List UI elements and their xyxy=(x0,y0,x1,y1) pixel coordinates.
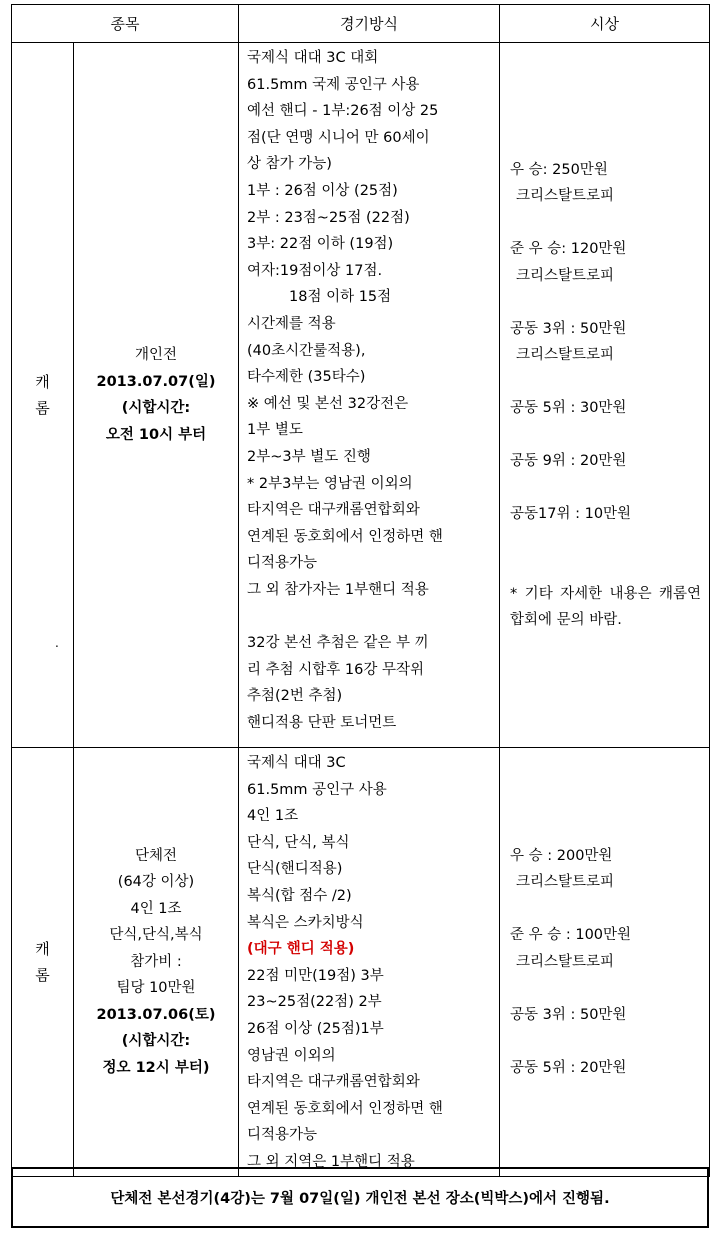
individual-method-cell xyxy=(239,43,500,748)
category-char: 캐 xyxy=(35,373,50,391)
category-char: 롬 xyxy=(35,965,50,984)
prize-line xyxy=(510,475,701,502)
method-line: 22점 미만(19점) 3부 xyxy=(247,967,384,984)
method-line: 리 추첨 시합후 16강 무작위 xyxy=(247,661,424,678)
prize-line: 우 승 : 200만원 xyxy=(510,847,613,864)
method-line: 영남권 이외의 xyxy=(247,1047,336,1064)
prize-line: 크리스탈트로피 xyxy=(516,347,615,363)
header-row xyxy=(12,5,710,43)
team-method-cell xyxy=(239,748,500,1177)
prize-line xyxy=(510,422,701,449)
prize-line xyxy=(510,554,701,581)
team-name-cell xyxy=(74,748,239,1177)
method-line: 국제식 대대 3C 대회 xyxy=(247,50,379,66)
method-line: 시간제를 적용 xyxy=(247,315,336,332)
category-label xyxy=(35,369,50,421)
team-prize-cell xyxy=(500,748,710,1177)
prize-line: 준 우 승: 120만원 xyxy=(510,241,627,257)
prize-line xyxy=(510,896,701,923)
method-line: 연계된 동호회에서 인정하면 핸 xyxy=(247,1100,443,1117)
name-line: 참가비 : xyxy=(130,953,182,970)
header-event: 종목 xyxy=(12,5,239,43)
method-line: 4인 1조 xyxy=(247,808,299,825)
name-line: 4인 1조 xyxy=(130,900,182,917)
method-line: 1부 : 26점 이상 (25점) xyxy=(247,182,398,199)
method-line: 여자:19점이상 17점. xyxy=(247,262,383,279)
prize-line xyxy=(510,1028,701,1055)
prize-line: 공동17위 : 10만원 xyxy=(510,506,632,522)
prize-line: 공동 3위 : 50만원 xyxy=(510,1006,627,1023)
name-line: 정오 12시 부터) xyxy=(102,1059,210,1076)
method-line: 복식은 스카치방식 xyxy=(247,914,364,931)
method-line: 타지역은 대구캐롬연합회와 xyxy=(247,502,420,519)
method-line: 연계된 동호회에서 인정하면 핸 xyxy=(247,528,443,545)
name-line: 2013.07.07(일) xyxy=(96,373,216,390)
method-line: (40초시간룰적용), xyxy=(247,342,366,359)
method-line: 단식, 단식, 복식 xyxy=(247,834,350,851)
method-line: 그 외 지역은 1부핸디 적용 xyxy=(247,1153,415,1170)
method-line: 국제식 대대 3C xyxy=(247,755,346,771)
name-line: 단체전 xyxy=(134,847,178,864)
prize-line: 공동 9위 : 20만원 xyxy=(510,453,627,469)
method-line: 핸디적용 단판 토너먼트 xyxy=(247,714,397,731)
method-line xyxy=(247,603,491,630)
footer-notice: 단체전 본선경기(4강)는 7월 07일(일) 개인전 본선 장소(빅박스)에서 진행됨. xyxy=(11,1167,709,1228)
method-line: 1부 별도 xyxy=(247,422,303,439)
individual-row xyxy=(12,43,710,748)
method-line: 단식(핸디적용) xyxy=(247,861,343,878)
method-line: 점(단 연맹 시니어 만 60세이 xyxy=(247,129,430,146)
name-line: (시합시간: xyxy=(121,400,191,416)
stray-dot: . xyxy=(55,636,59,650)
prize-line: 크리스탈트로피 xyxy=(516,188,615,204)
prize-line: * 기타 자세한 내용은 캐롬연합회에 문의 바람. xyxy=(510,585,702,628)
method-line: 23~25점(22점) 2부 xyxy=(247,994,382,1011)
prize-line: 공동 5위 : 30만원 xyxy=(510,400,627,416)
method-line: * 2부3부는 영남권 이외의 xyxy=(247,475,413,492)
method-line: 예선 핸디 - 1부:26점 이상 25 xyxy=(247,103,439,120)
method-line: 3부: 22점 이하 (19점) xyxy=(247,236,394,253)
individual-name-cell xyxy=(74,43,239,748)
method-line: 26점 이상 (25점)1부 xyxy=(247,1020,384,1037)
header-format: 경기방식 xyxy=(239,5,500,43)
name-line: (64강 이상) xyxy=(117,874,195,890)
method-line: 타지역은 대구캐롬연합회와 xyxy=(247,1074,420,1091)
prize-line xyxy=(510,975,701,1002)
method-line: 2부 : 23점~25점 (22점) xyxy=(247,209,410,226)
method-line: 복식(합 점수 /2) xyxy=(247,887,352,904)
prize-line: 공동 5위 : 20만원 xyxy=(510,1059,627,1076)
name-line: 개인전 xyxy=(134,347,178,363)
method-line: 추첨(2번 추첨) xyxy=(247,688,343,705)
method-line: 타수제한 (35타수) xyxy=(247,369,366,386)
method-line: 32강 본선 추첨은 같은 부 끼 xyxy=(247,635,429,652)
tournament-table xyxy=(11,4,710,1177)
category-char: 롬 xyxy=(35,399,50,417)
method-line: ※ 예선 및 본선 32강전은 xyxy=(247,395,409,412)
prize-line: 준 우 승 : 100만원 xyxy=(510,927,632,943)
prize-line xyxy=(510,289,701,316)
prize-line xyxy=(510,369,701,396)
method-line: 상 참가 가능) xyxy=(247,156,332,173)
method-line: 61.5mm 공인구 사용 xyxy=(247,781,387,798)
category-label xyxy=(35,936,50,988)
prize-line: 크리스탈트로피 xyxy=(516,267,615,284)
prize-line xyxy=(510,528,701,555)
header-award: 시상 xyxy=(500,5,710,43)
category-char: 캐 xyxy=(35,939,50,958)
prize-line: 우 승: 250만원 xyxy=(510,161,608,178)
team-row xyxy=(12,748,710,1177)
method-line: (대구 핸디 적용) xyxy=(247,941,355,958)
method-line: 2부~3부 별도 진행 xyxy=(247,448,371,465)
prize-line: 크리스탈트로피 xyxy=(516,953,615,970)
prize-line: 공동 3위 : 50만원 xyxy=(510,320,627,337)
prize-line: 크리스탈트로피 xyxy=(516,874,615,890)
category-cell-team xyxy=(12,748,74,1177)
name-line: 2013.07.06(토) xyxy=(96,1006,216,1023)
method-line: 61.5mm 국제 공인구 사용 xyxy=(247,76,420,93)
name-line: 팀당 10만원 xyxy=(116,980,196,996)
name-line: 오전 10시 부터 xyxy=(105,426,207,443)
category-cell-individual xyxy=(12,43,74,748)
name-line: (시합시간: xyxy=(121,1033,191,1049)
individual-prize-cell xyxy=(500,43,710,748)
name-line: 단식,단식,복식 xyxy=(109,927,203,943)
method-line: 그 외 참가자는 1부핸디 적용 xyxy=(247,581,429,598)
prize-line xyxy=(510,210,701,237)
method-line: 18점 이하 15점 xyxy=(289,289,392,306)
method-line: 디적용가능 xyxy=(247,1127,318,1144)
method-line: 디적용가능 xyxy=(247,555,318,572)
